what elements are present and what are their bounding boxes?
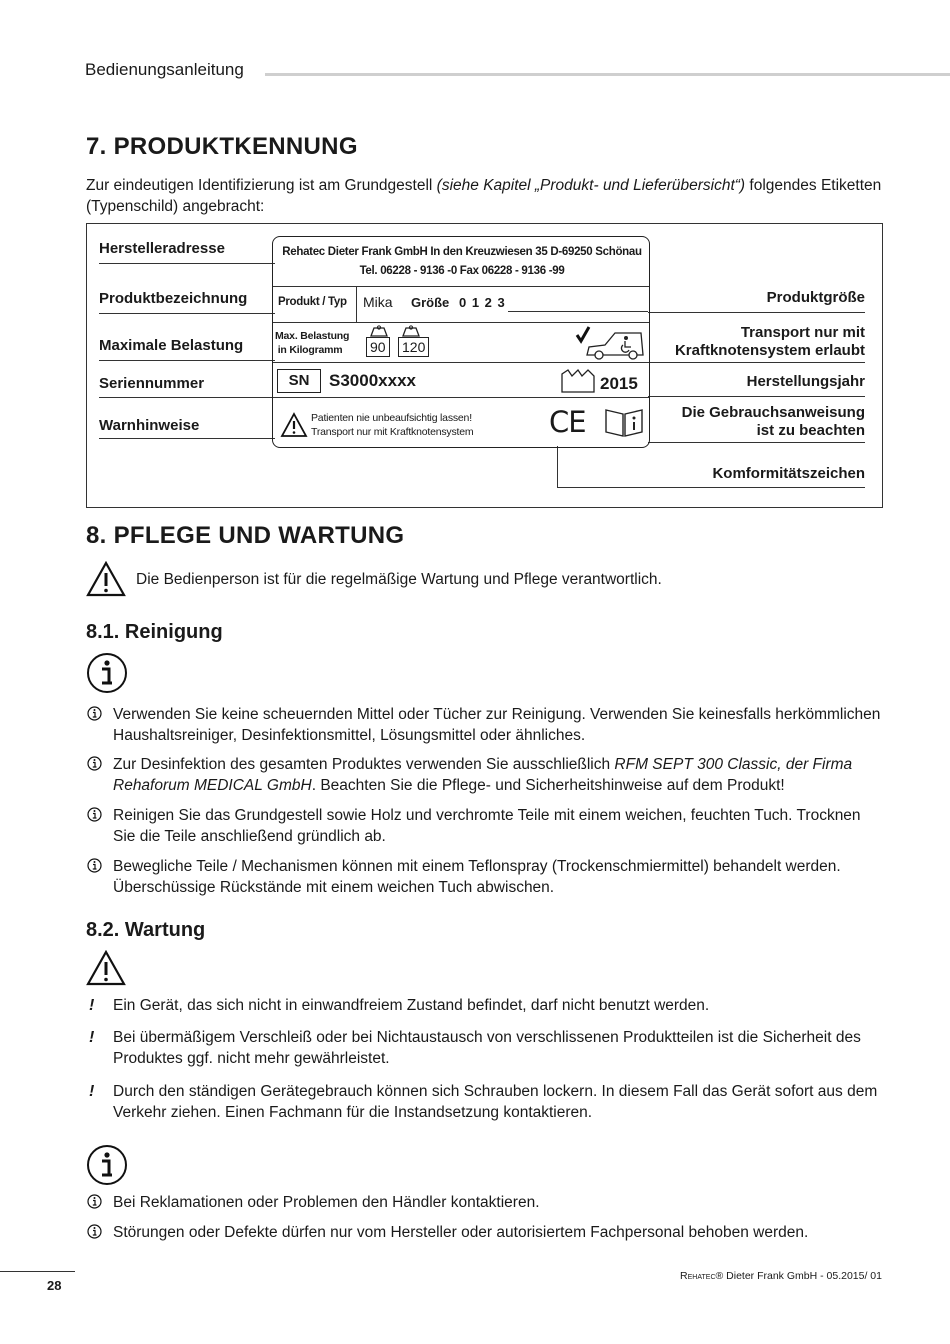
label-product-name: Produktbezeichnung [99,290,248,307]
section-8-2-heading: 8.2. Wartung [86,919,206,941]
label-instructions-for-use: Die Gebrauchsanweisung ist zu beachten [681,404,865,439]
footer-rule [0,1271,75,1272]
plate-warning-line2: Transport nur mit Kraftknotensystem [311,426,474,438]
section-8-heading: 8. PFLEGE UND WARTUNG [86,522,405,549]
plate-address-line2: Tel. 06228 - 9136 -0 Fax 06228 - 9136 -99 [359,265,565,277]
warning-triangle-icon [86,950,126,986]
label-manufacturing-year: Herstellungsjahr [746,373,865,390]
plate-serial-number: S3000xxxx [329,371,416,390]
label-warnings: Warnhinweise [99,417,200,434]
info-bullet-icon [87,1194,102,1209]
list-item: Reinigen Sie das Grundgestell sowie Holz und verchromte Teile mit einem weichen, feuchten Tuch. Trocknen Sie die Teile anschließend gründlich ab. [87,805,887,847]
list-item: Verwenden Sie keine scheuernden Mittel oder Tücher zur Reinigung. Verwenden Sie keinesfalls herkömmlichen Haushaltsreiniger, Desinfektionsmittel, Lösungsmittel oder ähnliches. [87,704,887,746]
factory-icon [560,368,598,394]
footer-imprint: Rehatec® Dieter Frank GmbH - 05.2015/ 01 [680,1270,882,1282]
exclamation-bullet-icon: ! [89,1083,95,1100]
list-item: Störungen oder Defekte dürfen nur vom Hersteller oder autorisiertem Fachpersonal behoben werden. [87,1222,887,1243]
info-bullet-icon [87,706,102,721]
plate-load-120: 120 [398,337,429,357]
info-icon [86,1144,128,1186]
list-item: Bewegliche Teile / Mechanismen können mit einem Teflonspray (Trockenschmiermittel) behandelt werden. Überschüssige Rückstände mit einem weichen Tuch abwischen. [87,856,887,898]
list-item: Zur Desinfektion des gesamten Produktes verwenden Sie ausschließlich RFM SEPT 300 Classic, der Firma Rehaforum MEDICAL GmbH. Beachten Sie die Pflege- und Sicherheitshinweise auf dem Produkt! [87,754,887,796]
info-bullet-icon [87,1224,102,1239]
label-max-load: Maximale Belastung [99,337,244,354]
manual-book-icon [604,406,644,438]
list-item: ! Ein Gerät, das sich nicht in einwandfreiem Zustand befindet, darf nicht benutzt werden. [89,997,710,1014]
info-bullet-icon [87,756,102,771]
list-item: ! Durch den ständigen Gerätegebrauch können sich Schrauben lockern. In diesem Fall das Gerät sofort aus dem Verkehr ziehen. Einen Fachmann für die Instandsetzung kontaktieren. [89,1083,878,1121]
header-title: Bedienungsanleitung [85,60,244,79]
list-item: ! Bei übermäßigem Verschleiß oder bei Nichtaustausch von verschlissenen Produktteilen ist die Sicherheit des Produktes ggf. nicht mehr gewährleistet. [89,1029,861,1067]
plate-product-type-label: Produkt / Typ [278,296,347,308]
info-bullet-icon [87,807,102,822]
plate-manufacturing-year: 2015 [600,374,638,393]
plate-size-values: 0 1 2 3 [459,295,506,310]
plate-load-90: 90 [366,337,390,357]
plate-size-label: Größe [411,295,450,310]
wheelchair-vehicle-icon [575,325,647,361]
info-icon [86,652,128,694]
section-7-intro: Zur eindeutigen Identifizierung ist am Grundgestell (siehe Kapitel „Produkt- und Lieferübersicht“) folgendes Etiketten (Typenschild) angebracht: [86,177,882,215]
label-serial-number: Seriennummer [99,375,205,392]
exclamation-bullet-icon: ! [89,1029,95,1046]
exclamation-bullet-icon: ! [89,997,95,1014]
list-item: Bei Reklamationen oder Problemen den Händler kontaktieren. [87,1192,887,1213]
plate-sn-label: SN [277,369,321,393]
section-7-heading: 7. PRODUKTKENNUNG [86,133,358,160]
section-8-1-heading: 8.1. Reinigung [86,621,223,643]
page-number: 28 [47,1278,62,1293]
header-rule [265,73,950,76]
section-8-warning: Die Bedienperson ist für die regelmäßige Wartung und Pflege verantwortlich. [136,571,662,588]
ce-mark-icon: CE [549,405,586,439]
label-product-size: Produktgröße [766,289,865,306]
warning-triangle-icon [280,412,308,438]
label-conformity-mark: Komformitätszeichen [712,465,865,482]
warning-triangle-icon [86,561,126,597]
plate-load-label: Max. Belastung in Kilogramm [275,330,350,356]
info-bullet-icon [87,858,102,873]
plate-address-line1: Rehatec Dieter Frank GmbH In den Kreuzwiesen 35 D-69250 Schönau [282,246,642,258]
label-transport: Transport nur mit Kraftknotensystem erlaubt [674,324,865,359]
label-manufacturer-address: Herstelleradresse [99,240,225,257]
plate-warning-line1: Patienten nie unbeaufsichtig lassen! [311,412,472,424]
plate-product-name: Mika [363,294,393,310]
